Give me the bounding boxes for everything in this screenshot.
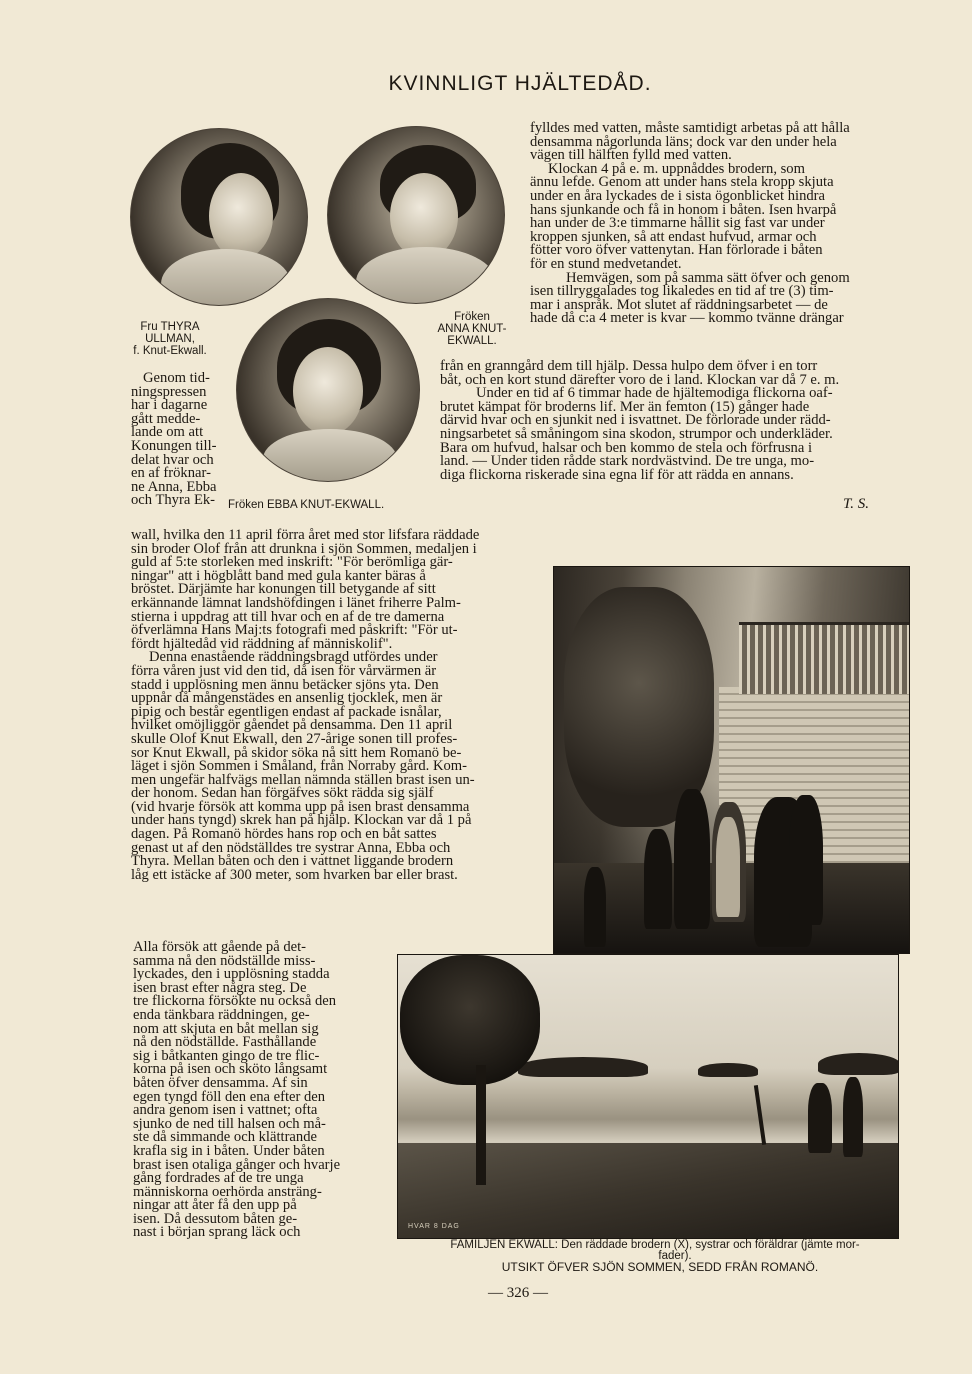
text-line: Klockan 4 på e. m. uppnåddes brodern, som [548,160,805,177]
text-line: Bara om hufvud, halsar och ben kommo de stela och förfrusna i [440,439,813,456]
text-line: andra genom isen i vattnet; ofta [133,1102,318,1119]
text-line: nå den nödställde. Fasthållande [133,1034,317,1051]
caption-anna-line: EKWALL. [447,335,497,347]
text-line: uppnår då mångenstädes en ansenlig tjocklek, men är [131,690,443,707]
photo-figure [716,817,740,917]
text-line: hans sjunkande och få in honom i båten. Isen hvarpå [530,201,837,218]
text-line: korna på isen och sköto långsamt [133,1061,328,1078]
text-line: och Thyra Ek- [131,492,216,509]
photo-credit: HVAR 8 DAG [408,1223,460,1230]
text-line: vägen till hälften fylld med vatten. [530,147,732,164]
text-line: Denna enastående räddningsbragd utfördes under [149,649,438,666]
text-line: en af fröknar- [131,465,211,482]
caption-anna-line: ANNA KNUT- [437,323,507,335]
caption-anna-line: Fröken [454,311,490,323]
lake-photo [397,954,899,1239]
photo-figure [674,789,710,929]
text-line: isen. Då dessutom båten ge- [133,1210,298,1227]
text-line: sig i båtkanten gingo de tre flic- [133,1047,320,1064]
photo-pine-tree [400,955,540,1085]
text-line: sin broder Olof från att drunkna i sjön Sommen, medaljen i [131,540,477,557]
text-line: Under en tid af 6 timmar hade de hjältemodiga flickorna oaf- [476,385,833,402]
caption-thyra-line: Fru THYRA [140,321,200,333]
photo-figure [789,795,823,925]
text-line: ningspressen [131,383,207,400]
text-line: men ungefär halfvägs mellan nämnda ställen brast isen un- [131,771,475,788]
text-line: hade då c:a 4 meter is kvar — kommo tvänne drängar [530,310,844,327]
text-line: förra våren just vid den tid, då isen för vårvärmen är [131,662,437,679]
photo-balcony [739,622,910,694]
text-line: delat hvar och [131,451,214,468]
text-line: ste då simmande och klättrande [133,1129,317,1146]
caption-anna [424,311,520,347]
text-line: sjunko de ned till halsen och må- [133,1115,326,1132]
text-line: Alla försök att gående på det- [133,939,307,955]
text-line: han under de 3:e timmarne hållit sig fast var under [530,215,825,232]
text-line: brast isen otaliga gånger och hvarje [133,1156,341,1173]
text-line: gång fordrades af de tre unga [133,1170,304,1187]
text-line: under hans tyngd) skrek han på hjälp. Klockan var då 1 på [131,812,472,829]
photo-island [518,1057,648,1077]
text-line: bröstet. Därjämte har konungen till betygande af sitt [131,581,436,598]
photo-caption-family [402,1240,908,1262]
caption-thyra [118,321,222,357]
text-line: skulle Olof Knut Ekwall, den 27-årige sonen till profes- [131,730,458,747]
photo-island [818,1053,899,1075]
caption-ebba: Fröken EBBA KNUT-EKWALL. [228,499,385,511]
text-line: öfverlämna Hans Maj:ts fotografi med påskrift: "För ut- [131,622,458,639]
text-line: lyckades, den i upplösning stadda [133,966,330,983]
photo-shore [398,1143,898,1238]
right-column-text [530,122,908,326]
text-line: stierna i uppdrag att till hvar och en af de tre damerna [131,608,445,625]
text-line: stadd i upplösning men ännu betäcker sjöns yta. Den [131,676,439,693]
text-line: enda tänkbara räddningen, ge- [133,1006,310,1023]
text-line: därvid hvar och en sjunkit ned i isvattnet. De förlorade under rädd- [440,412,831,429]
text-line: gått medde- [131,410,201,427]
text-line: Konungen till- [131,437,217,454]
text-line: fötter voro öfver vattenytan. Han förlorade i båten [530,242,823,259]
text-line: genast ut af den nödställdes tre systrar Anna, Ebba och [131,839,451,856]
text-line: isen tillryggalades tog likaledes en tid af tre (3) tim- [530,283,834,300]
photo-painter [808,1083,832,1153]
text-line: båten öfver densamma. Af sin [133,1074,308,1091]
text-line: Thyra. Mellan båten och den i vattnet liggande brodern [131,853,454,870]
text-line: Genom tid- [143,370,210,386]
bottom-left-text [133,941,373,1240]
text-line: har i dagarne [131,397,208,414]
text-line: människorna oerhörda ansträng- [133,1183,322,1200]
photo-easel [754,1085,766,1145]
text-line: ningsarbetet så småningom sina skodon, strumpor och underkläder. [440,425,833,442]
portrait-thyra-ullman [130,128,308,306]
article-title: KVINNLIGT HJÄLTEDÅD. [388,72,652,95]
text-line: (vid hvarje försök att komma upp på isen brast densamma [131,798,470,815]
text-line: erkännande lämnat landshöfdingen i länet friherre Palm- [131,594,461,611]
text-line: isen brast efter några steg. De [133,979,307,996]
text-line: diga flickorna riskerade sina egna lif för att rädda en annans. [440,466,794,483]
text-line: Hemvägen, som på samma sätt öfver och genom [566,269,850,286]
family-photo [553,566,910,954]
photo-figure [584,867,606,947]
text-line: läget i sjön Sommen i Småland, från Norraby gård. Kom- [131,758,467,775]
text-line: fylldes med vatten, måste samtidigt arbetas på att hålla [530,120,850,136]
photo-figure [644,829,672,929]
main-text-block [131,529,531,882]
text-line: samma nå den nödställde miss- [133,952,316,969]
text-line: krafla sig in i båten. Under båten [133,1142,325,1159]
text-line: fördt hjältedåd vid räddning af människolif". [131,635,393,652]
text-line: pipig och består egentligen endast af packade isnålar, [131,703,442,720]
text-line: för en stund medvetandet. [530,255,682,272]
left-narrow-text [131,372,229,508]
caption-thyra-line: ULLMAN, [145,333,195,345]
text-line: land. — Under tiden rådde stark nordvästvind. De tre unga, mo- [440,453,815,470]
page-number: — 326 — [488,1285,548,1301]
portrait-anna-knut-ekwall [327,126,505,304]
text-line: hvilket omöjliggör gåendet på densamma. Den 11 april [131,717,453,734]
text-line: nast i början sprang läck och [133,1224,301,1241]
text-line: ningar att åter få den upp på [133,1197,297,1214]
text-line: sor Knut Ekwall, på skidor söka nå sitt hem Romanö be- [131,744,462,761]
wide-text-block [440,360,910,482]
text-line: båt, och en kort stund därefter voro de i land. Klockan var då 7 e. m. [440,371,840,388]
text-line: kroppen sjunken, så att endast hufvud, armar och [530,228,817,245]
text-line: under en åra lyckades de i sista ögonblicket hindra [530,187,826,204]
caption-thyra-line: f. Knut-Ekwall. [133,345,207,357]
photo-caption-lake: UTSIKT ÖFVER SJÖN SOMMEN, SEDD FRÅN ROMANÖ. [501,1260,819,1274]
text-line: från en granngård dem till hjälp. Dessa hulpo dem öfver i en torr [440,358,818,374]
text-line: brutet kämpat för broderns lif. Mer än femton (15) gånger hade [440,398,810,415]
text-line: nom att skjuta en båt mellan sig [133,1020,319,1037]
photo-tree-trunk [476,1065,486,1185]
portrait-ebba-knut-ekwall [236,298,420,482]
text-line: egen tyngd föll den ena efter den [133,1088,326,1105]
author-signature: T. S. [843,496,869,512]
text-line: tre flickorna försökte nu också den [133,993,337,1010]
photo-standing-figure [843,1077,863,1157]
text-line: guld af 5:te storleken med inskrift: "För berömliga gär- [131,554,453,571]
text-line: dagen. På Romanö hördes hans rop och en båt sattes [131,826,437,843]
text-line: ningar" att i högblått band med gula kanter bäras å [131,567,426,584]
text-line: låg ett istäcke af 300 meter, som hvarken bar eller brast. [131,866,458,883]
text-line: ne Anna, Ebba [131,478,217,495]
text-line: densamma någorlunda läns; dock var den under hela [530,133,837,150]
text-line: lande om att [131,424,204,441]
text-line: ännu lefde. Genom att under hans stela kropp skjuta [530,174,834,191]
photo-island [698,1063,758,1077]
caption-line: fader). [658,1250,692,1262]
text-line: wall, hvilka den 11 april förra året med stor lifsfara räddade [131,527,480,543]
caption-line: FAMILJEN EKWALL: Den räddade brodern (X), systrar och föräldrar (jämte mor- [450,1239,860,1251]
text-line: mar i anspråk. Mot slutet af räddningsarbetet — de [530,296,828,313]
text-line: der honom. Sedan han förgäfves sökt rädda sig själf [131,785,434,802]
